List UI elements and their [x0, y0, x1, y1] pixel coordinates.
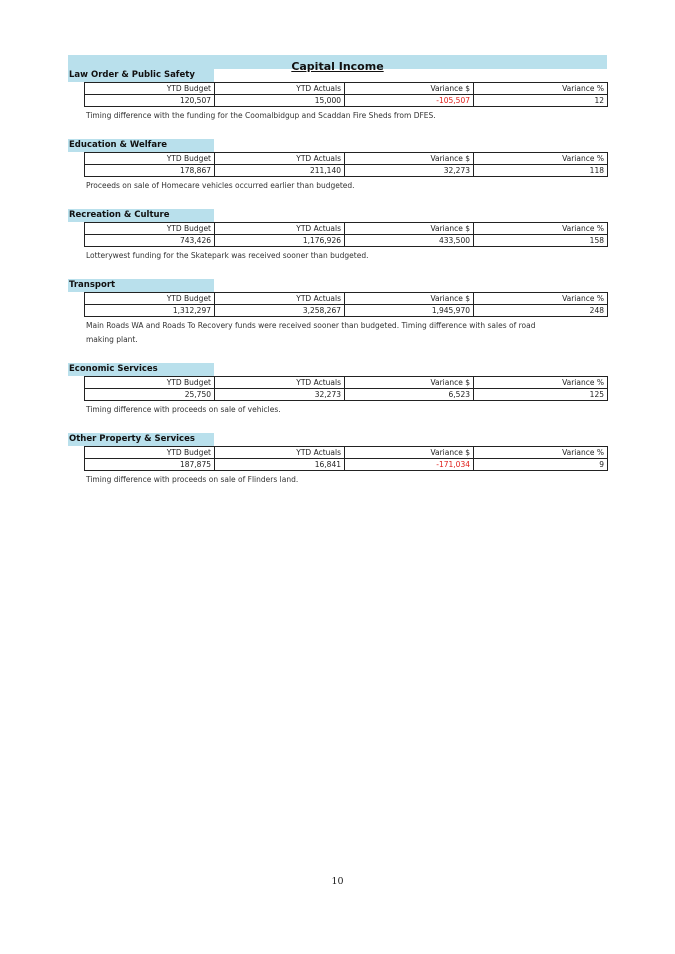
variance-percent-value: 118	[474, 165, 608, 177]
variance-table	[84, 376, 608, 401]
variance-note: Timing difference with the funding for the Coomalbidgup and Scaddan Fire Sheds from DFES.	[86, 111, 436, 120]
section-heading: Other Property & Services	[68, 433, 214, 446]
section-law-order	[68, 69, 608, 123]
ytd-actuals-value: 32,273	[215, 389, 345, 401]
section-heading: Transport	[68, 279, 214, 292]
variance-note: Lotterywest funding for the Skatepark was received sooner than budgeted.	[86, 251, 369, 260]
header-variance-dollar: Variance $	[345, 447, 474, 459]
table-header-row	[85, 153, 608, 165]
section-heading: Economic Services	[68, 363, 214, 376]
table-header-row	[85, 377, 608, 389]
table-row	[85, 165, 608, 177]
ytd-budget-value: 187,875	[85, 459, 215, 471]
variance-table	[84, 292, 608, 317]
report-title: Capital Income	[291, 60, 384, 73]
variance-percent-value: 12	[474, 95, 608, 107]
ytd-actuals-value: 16,841	[215, 459, 345, 471]
ytd-budget-value: 178,867	[85, 165, 215, 177]
header-variance-percent: Variance %	[474, 377, 608, 389]
table-row	[85, 305, 608, 317]
section-heading: Law Order & Public Safety	[68, 69, 214, 82]
header-variance-percent: Variance %	[474, 293, 608, 305]
variance-dollar-value: 32,273	[345, 165, 474, 177]
report-title-band	[68, 55, 607, 73]
header-variance-dollar: Variance $	[345, 83, 474, 95]
header-ytd-budget: YTD Budget	[85, 377, 215, 389]
ytd-actuals-value: 1,176,926	[215, 235, 345, 247]
table-row	[85, 459, 608, 471]
header-variance-dollar: Variance $	[345, 223, 474, 235]
ytd-budget-value: 1,312,297	[85, 305, 215, 317]
variance-dollar-value: 433,500	[345, 235, 474, 247]
section-heading: Education & Welfare	[68, 139, 214, 152]
header-variance-dollar: Variance $	[345, 153, 474, 165]
header-ytd-actuals: YTD Actuals	[215, 83, 345, 95]
table-row	[85, 235, 608, 247]
ytd-actuals-value: 3,258,267	[215, 305, 345, 317]
variance-note: Main Roads WA and Roads To Recovery funds were received sooner than budgeted. Timing difference with sales of road making plant.	[86, 321, 536, 344]
variance-dollar-value: 6,523	[345, 389, 474, 401]
ytd-actuals-value: 15,000	[215, 95, 345, 107]
ytd-budget-value: 25,750	[85, 389, 215, 401]
table-header-row	[85, 293, 608, 305]
header-variance-percent: Variance %	[474, 83, 608, 95]
section-recreation-culture	[68, 209, 608, 263]
header-ytd-budget: YTD Budget	[85, 153, 215, 165]
ytd-actuals-value: 211,140	[215, 165, 345, 177]
variance-table	[84, 446, 608, 471]
header-ytd-actuals: YTD Actuals	[215, 377, 345, 389]
section-economic-services	[68, 363, 608, 417]
header-ytd-budget: YTD Budget	[85, 293, 215, 305]
table-row	[85, 389, 608, 401]
variance-table	[84, 152, 608, 177]
variance-percent-value: 9	[474, 459, 608, 471]
variance-percent-value: 125	[474, 389, 608, 401]
variance-table	[84, 82, 608, 107]
header-variance-dollar: Variance $	[345, 377, 474, 389]
header-ytd-actuals: YTD Actuals	[215, 447, 345, 459]
header-variance-percent: Variance %	[474, 153, 608, 165]
table-row	[85, 95, 608, 107]
section-other-property	[68, 433, 608, 487]
section-transport	[68, 279, 608, 347]
section-education-welfare	[68, 139, 608, 193]
header-ytd-actuals: YTD Actuals	[215, 153, 345, 165]
section-heading: Recreation & Culture	[68, 209, 214, 222]
header-variance-dollar: Variance $	[345, 293, 474, 305]
variance-table	[84, 222, 608, 247]
variance-note: Proceeds on sale of Homecare vehicles occurred earlier than budgeted.	[86, 181, 355, 190]
header-ytd-budget: YTD Budget	[85, 447, 215, 459]
header-variance-percent: Variance %	[474, 223, 608, 235]
variance-note: Timing difference with proceeds on sale of vehicles.	[86, 405, 281, 414]
ytd-budget-value: 120,507	[85, 95, 215, 107]
table-header-row	[85, 223, 608, 235]
variance-percent-value: 248	[474, 305, 608, 317]
header-ytd-budget: YTD Budget	[85, 223, 215, 235]
table-header-row	[85, 83, 608, 95]
header-ytd-actuals: YTD Actuals	[215, 293, 345, 305]
table-header-row	[85, 447, 608, 459]
header-ytd-budget: YTD Budget	[85, 83, 215, 95]
variance-percent-value: 158	[474, 235, 608, 247]
variance-note: Timing difference with proceeds on sale of Flinders land.	[86, 475, 299, 484]
header-ytd-actuals: YTD Actuals	[215, 223, 345, 235]
page-number: 10	[331, 876, 344, 887]
variance-dollar-value: 1,945,970	[345, 305, 474, 317]
variance-dollar-value: -171,034	[345, 459, 474, 471]
header-variance-percent: Variance %	[474, 447, 608, 459]
ytd-budget-value: 743,426	[85, 235, 215, 247]
variance-dollar-value: -105,507	[345, 95, 474, 107]
